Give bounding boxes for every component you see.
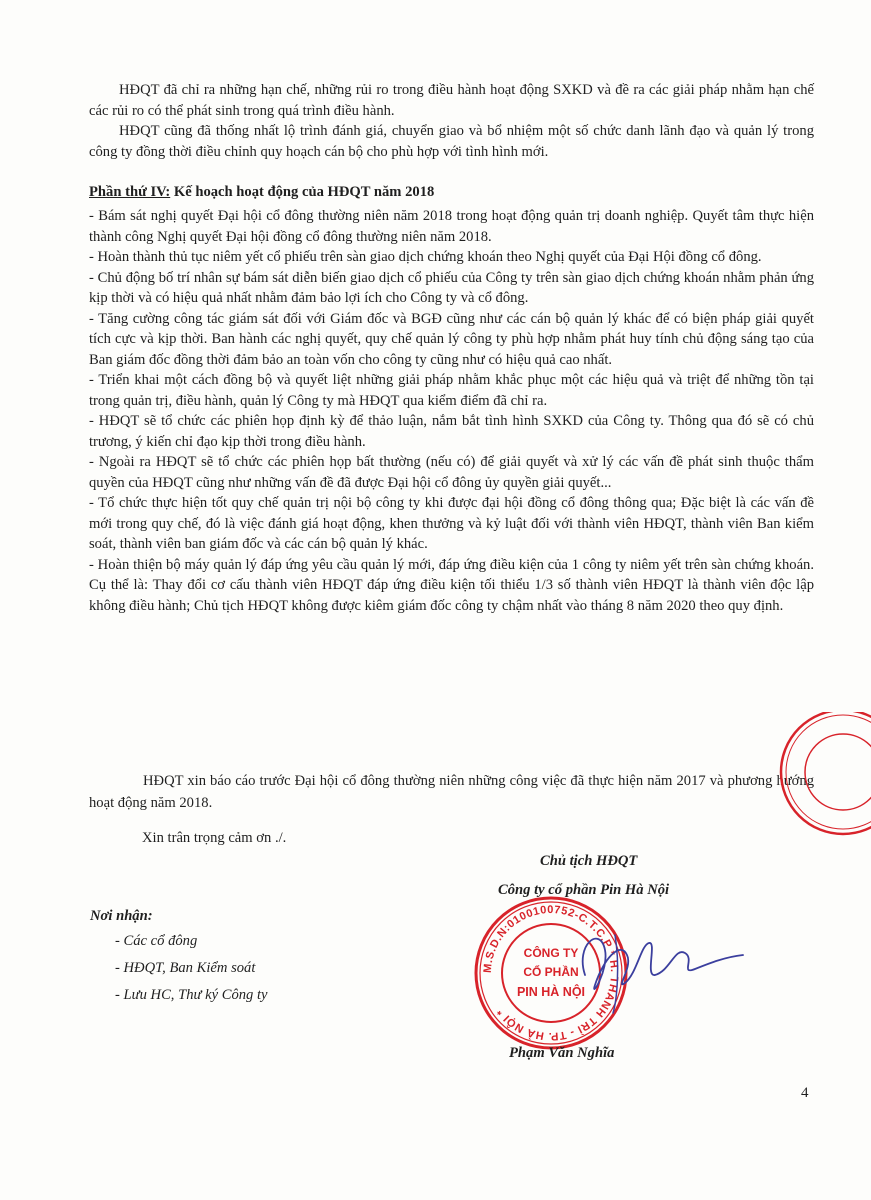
section-label: Phần thứ IV: xyxy=(89,184,171,200)
plan-item-9: - Hoàn thiện bộ máy quản lý đáp ứng yêu cầu quản lý mới, đáp ứng điều kiện của 1 công ty niêm yết trên sàn chứng khoán. Cụ thể là: Thay đổi cơ cấu thành viên HĐQT đáp ứng điều kiện tối thiểu 1/3 số thành viên HĐQT là thành viên độc lập không điều hành; Chủ tịch HĐQT không được kiêm giám đốc công ty chậm nhất vào tháng 8 năm 2020 theo quy định. xyxy=(89,556,814,614)
signer-name: Phạm Văn Nghĩa xyxy=(509,1045,615,1061)
seal-line-3: PIN HÀ NỘI xyxy=(516,985,586,999)
page-number: 4 xyxy=(801,1085,809,1101)
recipients-list xyxy=(115,933,268,1014)
plan-item-8: - Tổ chức thực hiện tốt quy chế quản trị nội bộ công ty khi được đại hội đồng cổ đông thông qua; Đặc biệt là các vấn đề mới trong quy chế, đó là việc đánh giá hoạt động, khen thưởng và kỷ luật đối với thành viên HĐQT, thành viên Ban kiểm soát, thành viên ban giám đốc và các cán bộ quản lý khác. xyxy=(89,495,814,552)
recipient-item: - Lưu HC, Thư ký Công ty xyxy=(115,987,268,1003)
recipients-title: Nơi nhận: xyxy=(90,908,153,924)
handwritten-signature xyxy=(545,905,745,1015)
plan-items xyxy=(89,206,814,616)
company-name: Công ty cổ phần Pin Hà Nội xyxy=(498,882,670,898)
seal-line-2: CỔ PHẦN xyxy=(523,965,579,979)
plan-item-3: - Chủ động bố trí nhân sự bám sát diễn biến giao dịch cổ phiếu của Công ty trên sàn giao dịch chứng khoán nhằm phản ứng kịp thời và có hiệu quả nhất nhằm đảm bảo lợi ích cho Công ty và cổ đông. xyxy=(89,269,814,306)
seal-line-1: CÔNG TY xyxy=(523,946,579,960)
seal-ring-text: M.S.D.N:0100100752-C.T.C.P * H. THANH TRÌ - TP. HÀ NỘI * xyxy=(481,903,621,1043)
closing-paragraph: HĐQT xin báo cáo trước Đại hội cổ đông thường niên những công việc đã thực hiện năm 2017 và phương hướng hoạt động năm 2018. xyxy=(89,773,814,811)
plan-item-7: - Ngoài ra HĐQT sẽ tổ chức các phiên họp bất thường (nếu có) để giải quyết và xử lý các vấn đề phát sinh thuộc thẩm quyền của HĐQT cũng như những vấn đề đã được Đại hội cổ đông ủy quyền giải quyết... xyxy=(89,454,814,491)
thanks-line: Xin trân trọng cảm ơn ./. xyxy=(142,830,287,846)
recipient-item: - Các cổ đông xyxy=(115,933,198,949)
section-title: Kế hoạch hoạt động của HĐQT năm 2018 xyxy=(170,184,435,200)
plan-item-4: - Tăng cường công tác giám sát đối với Giám đốc và BGĐ cũng như các cán bộ quản lý khác để có biện pháp giải quyết tích cực và kịp thời. Ban hành các nghị quyết, quy chế quản lý công ty phù hợp nhằm phát huy tính chủ động sáng tạo của Ban giám đốc đồng thời đảm bảo an toàn vốn cho công ty cũng như có hiệu quả cao nhất. xyxy=(89,310,814,368)
intro-paragraph-2: HĐQT cũng đã thống nhất lộ trình đánh giá, chuyển giao và bổ nhiệm một số chức danh lãnh đạo và quản lý trong công ty đồng thời điều chỉnh quy hoạch cán bộ cho phù hợp với tình hình mới. xyxy=(89,123,814,160)
plan-item-2: - Hoàn thành thủ tục niêm yết cổ phiếu trên sàn giao dịch chứng khoán theo Nghị quyết của Đại Hội đồng cổ đông. xyxy=(89,249,762,265)
plan-item-6: - HĐQT sẽ tổ chức các phiên họp định kỳ để thảo luận, nắm bắt tình hình SXKD của Công ty. Thông qua đó sẽ có chủ trương, ý kiến chỉ đạo kịp thời trong điều hành. xyxy=(89,413,814,450)
section-heading xyxy=(89,184,434,201)
chair-title: Chủ tịch HĐQT xyxy=(540,853,638,869)
intro-section xyxy=(89,80,814,162)
recipient-item: - HĐQT, Ban Kiểm soát xyxy=(115,960,256,976)
partial-seal xyxy=(768,712,871,842)
intro-paragraph-1: HĐQT đã chỉ ra những hạn chế, những rủi ro trong điều hành hoạt động SXKD và đề ra các giải pháp nhằm hạn chế các rủi ro có thể phát sinh trong quá trình điều hành. xyxy=(89,82,814,119)
plan-item-1: - Bám sát nghị quyết Đại hội cổ đông thường niên năm 2018 trong hoạt động quản trị doanh nghiệp. Quyết tâm thực hiện thành công Nghị quyết Đại hội đồng cổ đông thường niên năm 2018. xyxy=(89,208,814,245)
plan-item-5: - Triển khai một cách đồng bộ và quyết liệt những giải pháp nhằm khắc phục một các hiệu quả và triệt để những tồn tại trong quản trị, điều hành, quản lý Công ty mà HĐQT qua kiểm điểm đã chỉ ra. xyxy=(89,372,814,409)
